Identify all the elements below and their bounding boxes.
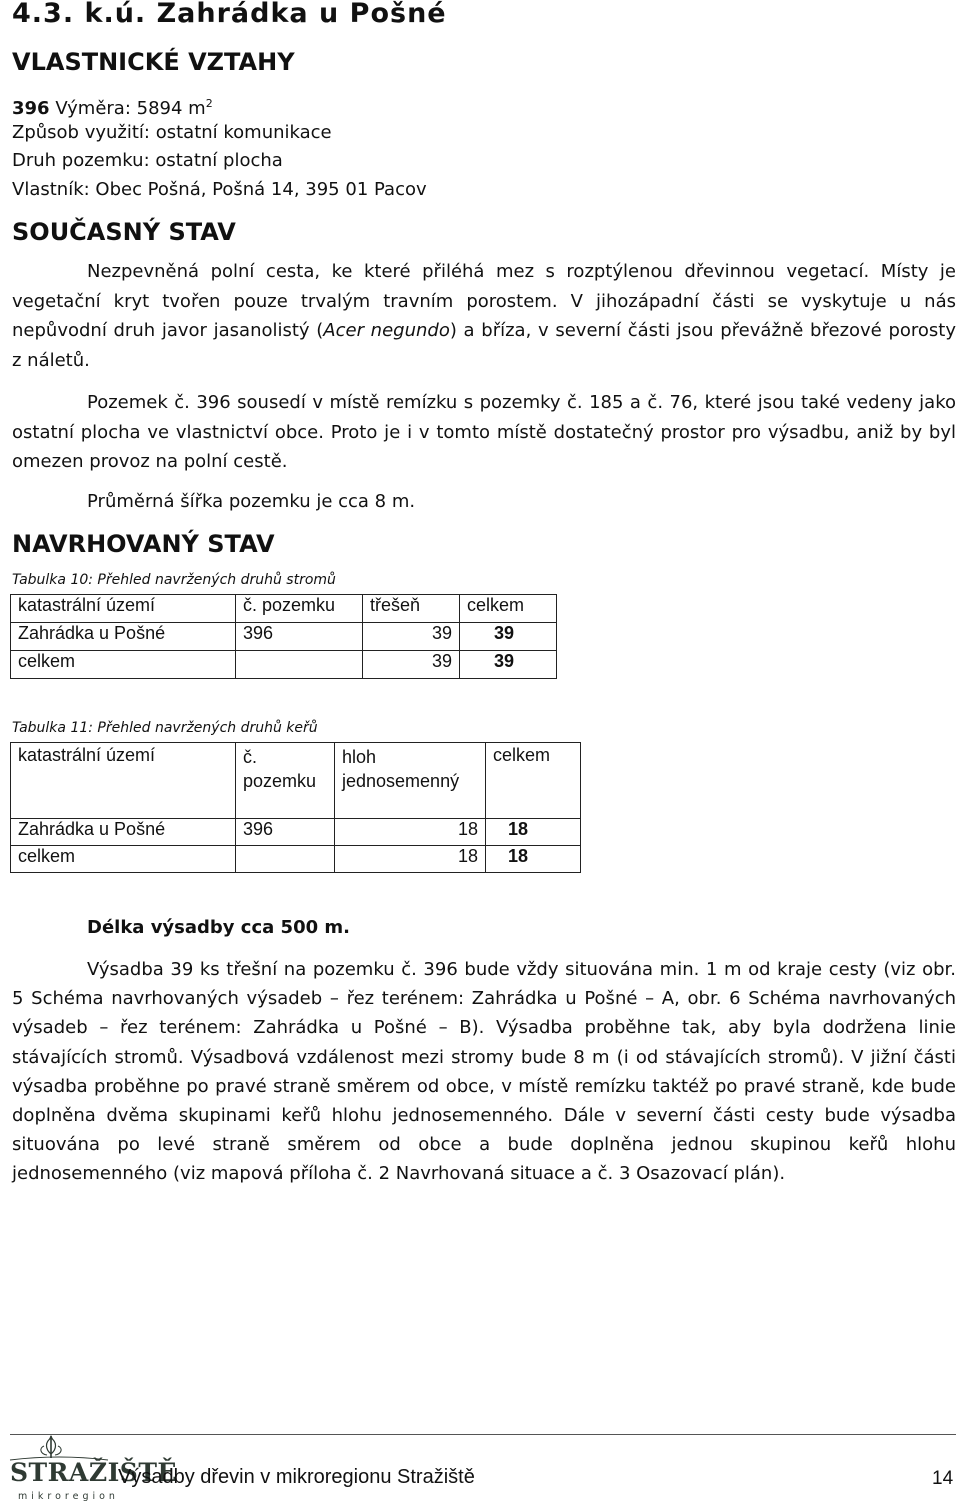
- current-state-title: SOUČASNÝ STAV: [12, 218, 236, 246]
- table-row: [11, 819, 581, 846]
- table-cell: 396: [236, 623, 363, 651]
- table-cell: 18: [486, 819, 581, 846]
- table-cell: 396: [236, 819, 335, 846]
- table-cell: celkem: [11, 651, 236, 679]
- neighbor-paragraph: Pozemek č. 396 sousedí v místě remízku s pozemky č. 185 a č. 76, které jsou také vedeny jako ostatní plocha ve vlastnictví obce. Proto je i v tomto místě dostatečný prostor pro výsadbu, aniž by byl omezen provoz na polní cestě.: [12, 392, 956, 472]
- land-type-line: Druh pozemku: ostatní plocha: [12, 150, 283, 171]
- width-paragraph: Průměrná šířka pozemku je cca 8 m.: [87, 491, 416, 512]
- current-state-paragraph: Nezpevněná polní cesta, ke které přiléhá mez s rozptýlenou dřevinnou vegetací. Místy je vegetační kryt tvořen pouze trvalým travním porostem. V jihozápadní části se vyskytuje u nás nepůvodní druh javor jasanolistý (Acer negundo) a bříza, v severní části jsou převážně březové porosty z náletů.: [12, 261, 956, 371]
- owner-line: Vlastník: Obec Pošná, Pošná 14, 395 01 Pacov: [12, 179, 427, 200]
- table-header-row: [11, 595, 557, 623]
- table-row: [11, 623, 557, 651]
- table-header-cell: č. pozemku: [236, 743, 335, 819]
- table-cell: 18: [335, 819, 486, 846]
- trees-table: [10, 594, 557, 679]
- planting-paragraph: Výsadba 39 ks třešní na pozemku č. 396 bude vždy situována min. 1 m od kraje cesty (viz obr. 5 Schéma navrhovaných výsadeb – řez terénem: Zahrádka u Pošné – A, obr. 6 Schéma navrhovaných výsadeb – řez terénem: Zahrádka u Pošné – B). Výsadba proběhne tak, aby byla dodržena linie stávajících stromů. Výsadbová vzdálenost mezi stromy bude 8 m (i od stávajících stromů). V jižní části výsadba proběhne po pravé straně směrem od obce, v místě remízku taktéž po pravé straně, kde bude doplněna dvěma skupinami keřů hlohu jednosemenného. Dále v severní části cesty bude výsadba situována po levé straně směrem od obce a bude doplněna jednou skupinou keřů hlohu jednosemenného (viz mapová příloha č. 2 Navrhovaná situace a č. 3 Osazovací plán).: [12, 959, 956, 1185]
- page-number: 14: [932, 1468, 954, 1489]
- table-cell: Zahrádka u Pošné: [11, 623, 236, 651]
- table-row: [11, 846, 581, 873]
- table10-caption: Tabulka 10: Přehled navržených druhů stromů: [12, 572, 336, 588]
- table-header-cell: katastrální území: [11, 743, 236, 819]
- table-cell: 39: [363, 651, 460, 679]
- table-cell: 18: [335, 846, 486, 873]
- table-header-row: [11, 743, 581, 819]
- table-cell: 39: [460, 651, 557, 679]
- usage-line: Způsob využití: ostatní komunikace: [12, 122, 332, 143]
- parcel-number: 396: [12, 98, 50, 119]
- table-cell: 39: [460, 623, 557, 651]
- area-sup: 2: [205, 97, 213, 110]
- shrubs-table: [10, 742, 581, 873]
- footer-divider: [10, 1434, 956, 1435]
- planting-length: Délka výsadby cca 500 m.: [87, 917, 350, 938]
- table-cell: [236, 651, 363, 679]
- ownership-title: VLASTNICKÉ VZTAHY: [12, 48, 295, 76]
- table-cell: Zahrádka u Pošné: [11, 819, 236, 846]
- footer-title: Výsadby dřevin v mikroregionu Stražiště: [118, 1466, 475, 1488]
- table-row: [11, 651, 557, 679]
- table-header-cell: třešeň: [363, 595, 460, 623]
- table-cell: 39: [363, 623, 460, 651]
- table-header-cell: katastrální území: [11, 595, 236, 623]
- table-cell: celkem: [11, 846, 236, 873]
- page-heading: 4.3. k.ú. Zahrádka u Pošné: [12, 0, 447, 29]
- logo-subtitle: mikroregion: [18, 1491, 119, 1502]
- latin-name: Acer negundo: [323, 320, 450, 341]
- proposed-state-title: NAVRHOVANÝ STAV: [12, 530, 275, 558]
- table-header-cell: č. pozemku: [236, 595, 363, 623]
- table-header-cell: celkem: [486, 743, 581, 819]
- table-cell: 18: [486, 846, 581, 873]
- table-header-cell: celkem: [460, 595, 557, 623]
- area-label: Výměra: 5894 m: [55, 98, 206, 119]
- table-cell: [236, 846, 335, 873]
- table-header-cell: hloh jednosemenný: [335, 743, 486, 819]
- table11-caption: Tabulka 11: Přehled navržených druhů keřů: [12, 720, 318, 736]
- logo-wordmark: STRAŽIŠTĚ: [10, 1458, 177, 1487]
